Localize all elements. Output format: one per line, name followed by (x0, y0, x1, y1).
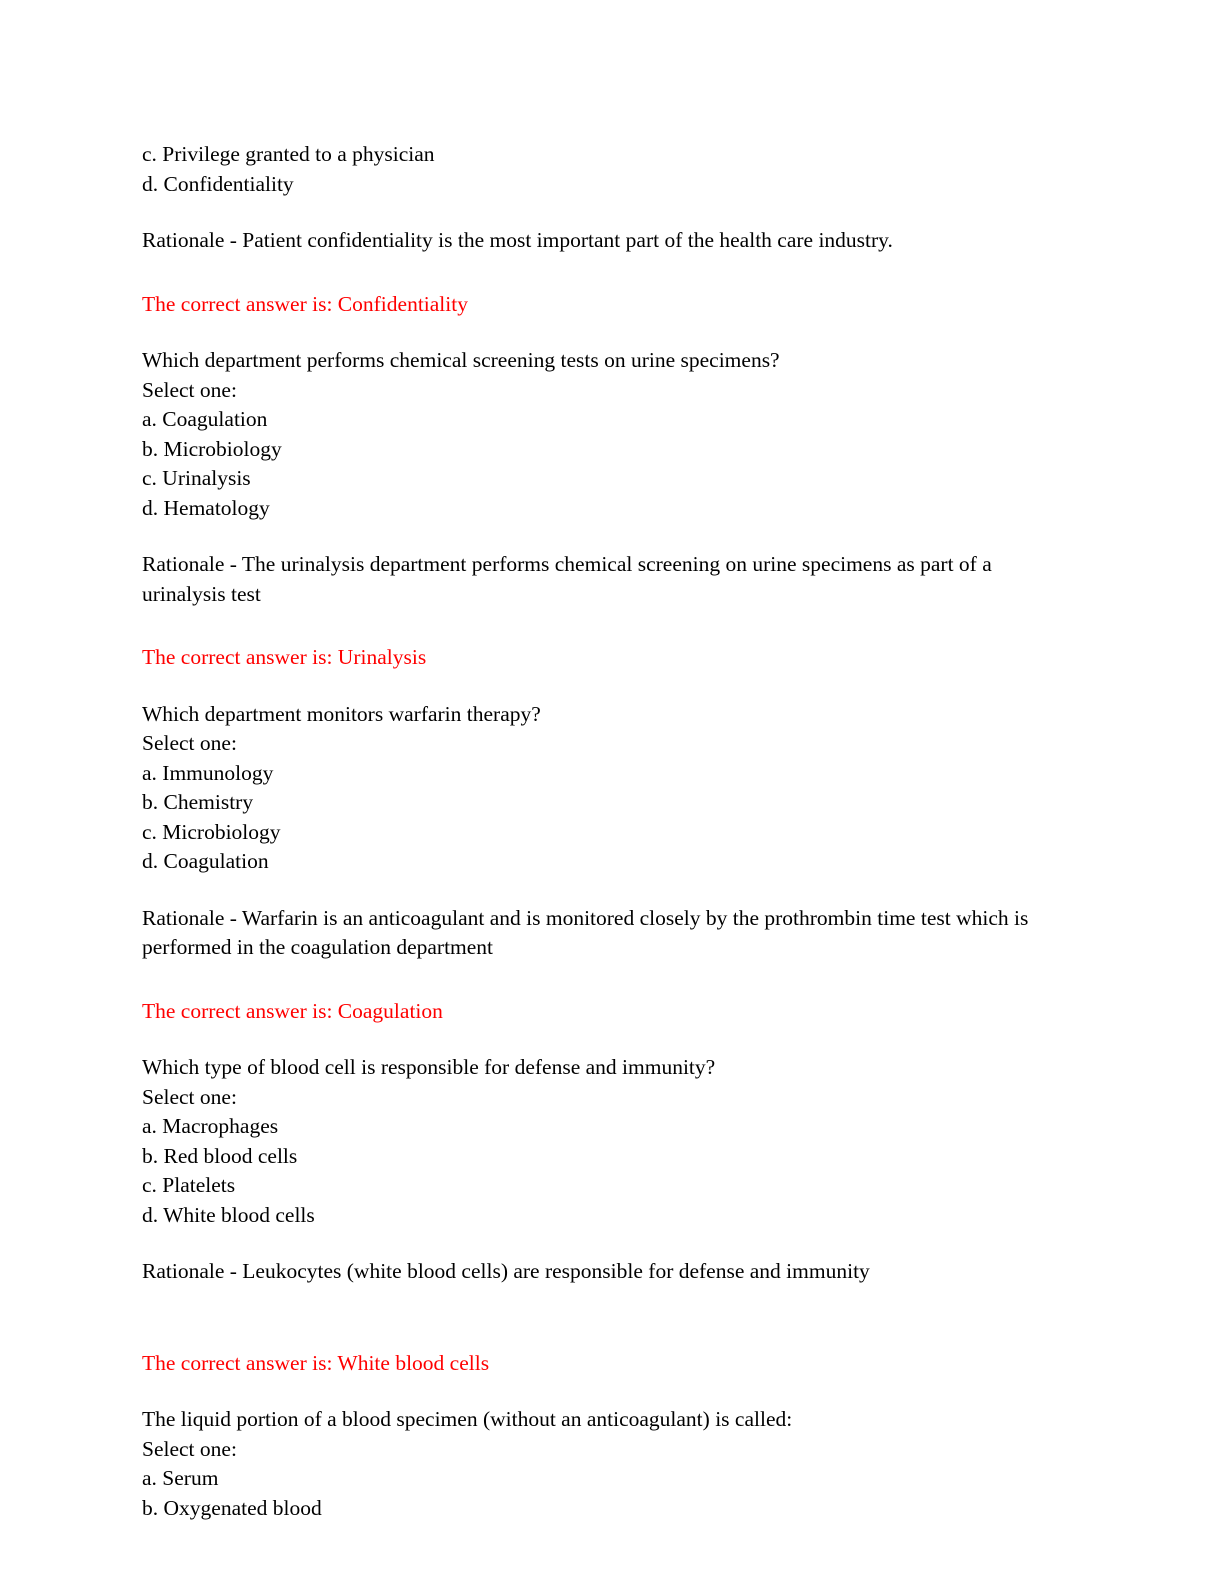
select-one-label: Select one: (142, 377, 237, 402)
option-item-b[interactable]: b. Microbiology (142, 436, 282, 461)
select-one-label: Select one: (142, 1436, 237, 1461)
rationale-text: Rationale - Leukocytes (white blood cells) are responsible for defense and immunity (142, 1259, 870, 1283)
option-item-c[interactable]: c. Urinalysis (142, 466, 251, 490)
option-item-a[interactable]: a. Macrophages (142, 1114, 279, 1138)
correct-answer: The correct answer is: White blood cells (142, 1350, 490, 1375)
spacer (142, 1230, 1074, 1257)
rationale-text: Rationale - Warfarin is an anticoagulant and is monitored closely by the prothrombin time test which is performed in the coagulation department (142, 905, 1029, 959)
option-item-d[interactable]: d. White blood cells (142, 1202, 315, 1227)
question-stem: Which department performs chemical screening tests on urine specimens? (142, 348, 780, 372)
spacer (142, 877, 1074, 904)
option-item-c[interactable]: c. Microbiology (142, 819, 281, 844)
spacer (142, 609, 1074, 643)
question-block (142, 700, 1074, 877)
rationale-text: Rationale - Patient confidentiality is the most important part of the health care industry. (142, 228, 893, 252)
spacer (142, 1287, 1074, 1349)
spacer (142, 1026, 1074, 1053)
option-item-d[interactable]: d. Coagulation (142, 849, 269, 873)
correct-answer: The correct answer is: Confidentiality (142, 291, 468, 316)
spacer (142, 319, 1074, 346)
spacer (142, 256, 1074, 290)
spacer (142, 673, 1074, 700)
option-list (142, 1112, 1074, 1230)
option-item-b[interactable]: b. Red blood cells (142, 1143, 298, 1168)
option-item-c[interactable]: c. Platelets (142, 1173, 236, 1197)
option-item-d[interactable]: d. Hematology (142, 495, 270, 520)
question-stem: The liquid portion of a blood specimen (without an anticoagulant) is called: (142, 1407, 793, 1431)
select-one-label: Select one: (142, 731, 237, 755)
spacer (142, 1378, 1074, 1405)
option-list (142, 1464, 1074, 1523)
option-item-b[interactable]: b. Oxygenated blood (142, 1495, 322, 1520)
option-list (142, 405, 1074, 523)
option-item: d. Confidentiality (142, 171, 294, 196)
spacer (142, 963, 1074, 997)
question-block (142, 346, 1074, 523)
question-stem: Which type of blood cell is responsible for defense and immunity? (142, 1055, 716, 1079)
correct-answer: The correct answer is: Coagulation (142, 998, 443, 1023)
spacer (142, 523, 1074, 550)
options-continued (142, 140, 1074, 199)
question-block (142, 1053, 1074, 1230)
select-one-label: Select one: (142, 1084, 237, 1109)
option-item-a[interactable]: a. Serum (142, 1466, 219, 1490)
question-stem: Which department monitors warfarin therapy? (142, 701, 541, 726)
option-item: c. Privilege granted to a physician (142, 142, 435, 166)
option-item-b[interactable]: b. Chemistry (142, 790, 254, 814)
correct-answer: The correct answer is: Urinalysis (142, 645, 427, 669)
spacer (142, 199, 1074, 226)
option-item-a[interactable]: a. Coagulation (142, 407, 268, 431)
rationale-text: Rationale - The urinalysis department performs chemical screening on urine specimens as part of a urinalysis test (142, 552, 992, 606)
option-item-a[interactable]: a. Immunology (142, 760, 274, 785)
option-list (142, 759, 1074, 877)
question-block (142, 1405, 1074, 1523)
